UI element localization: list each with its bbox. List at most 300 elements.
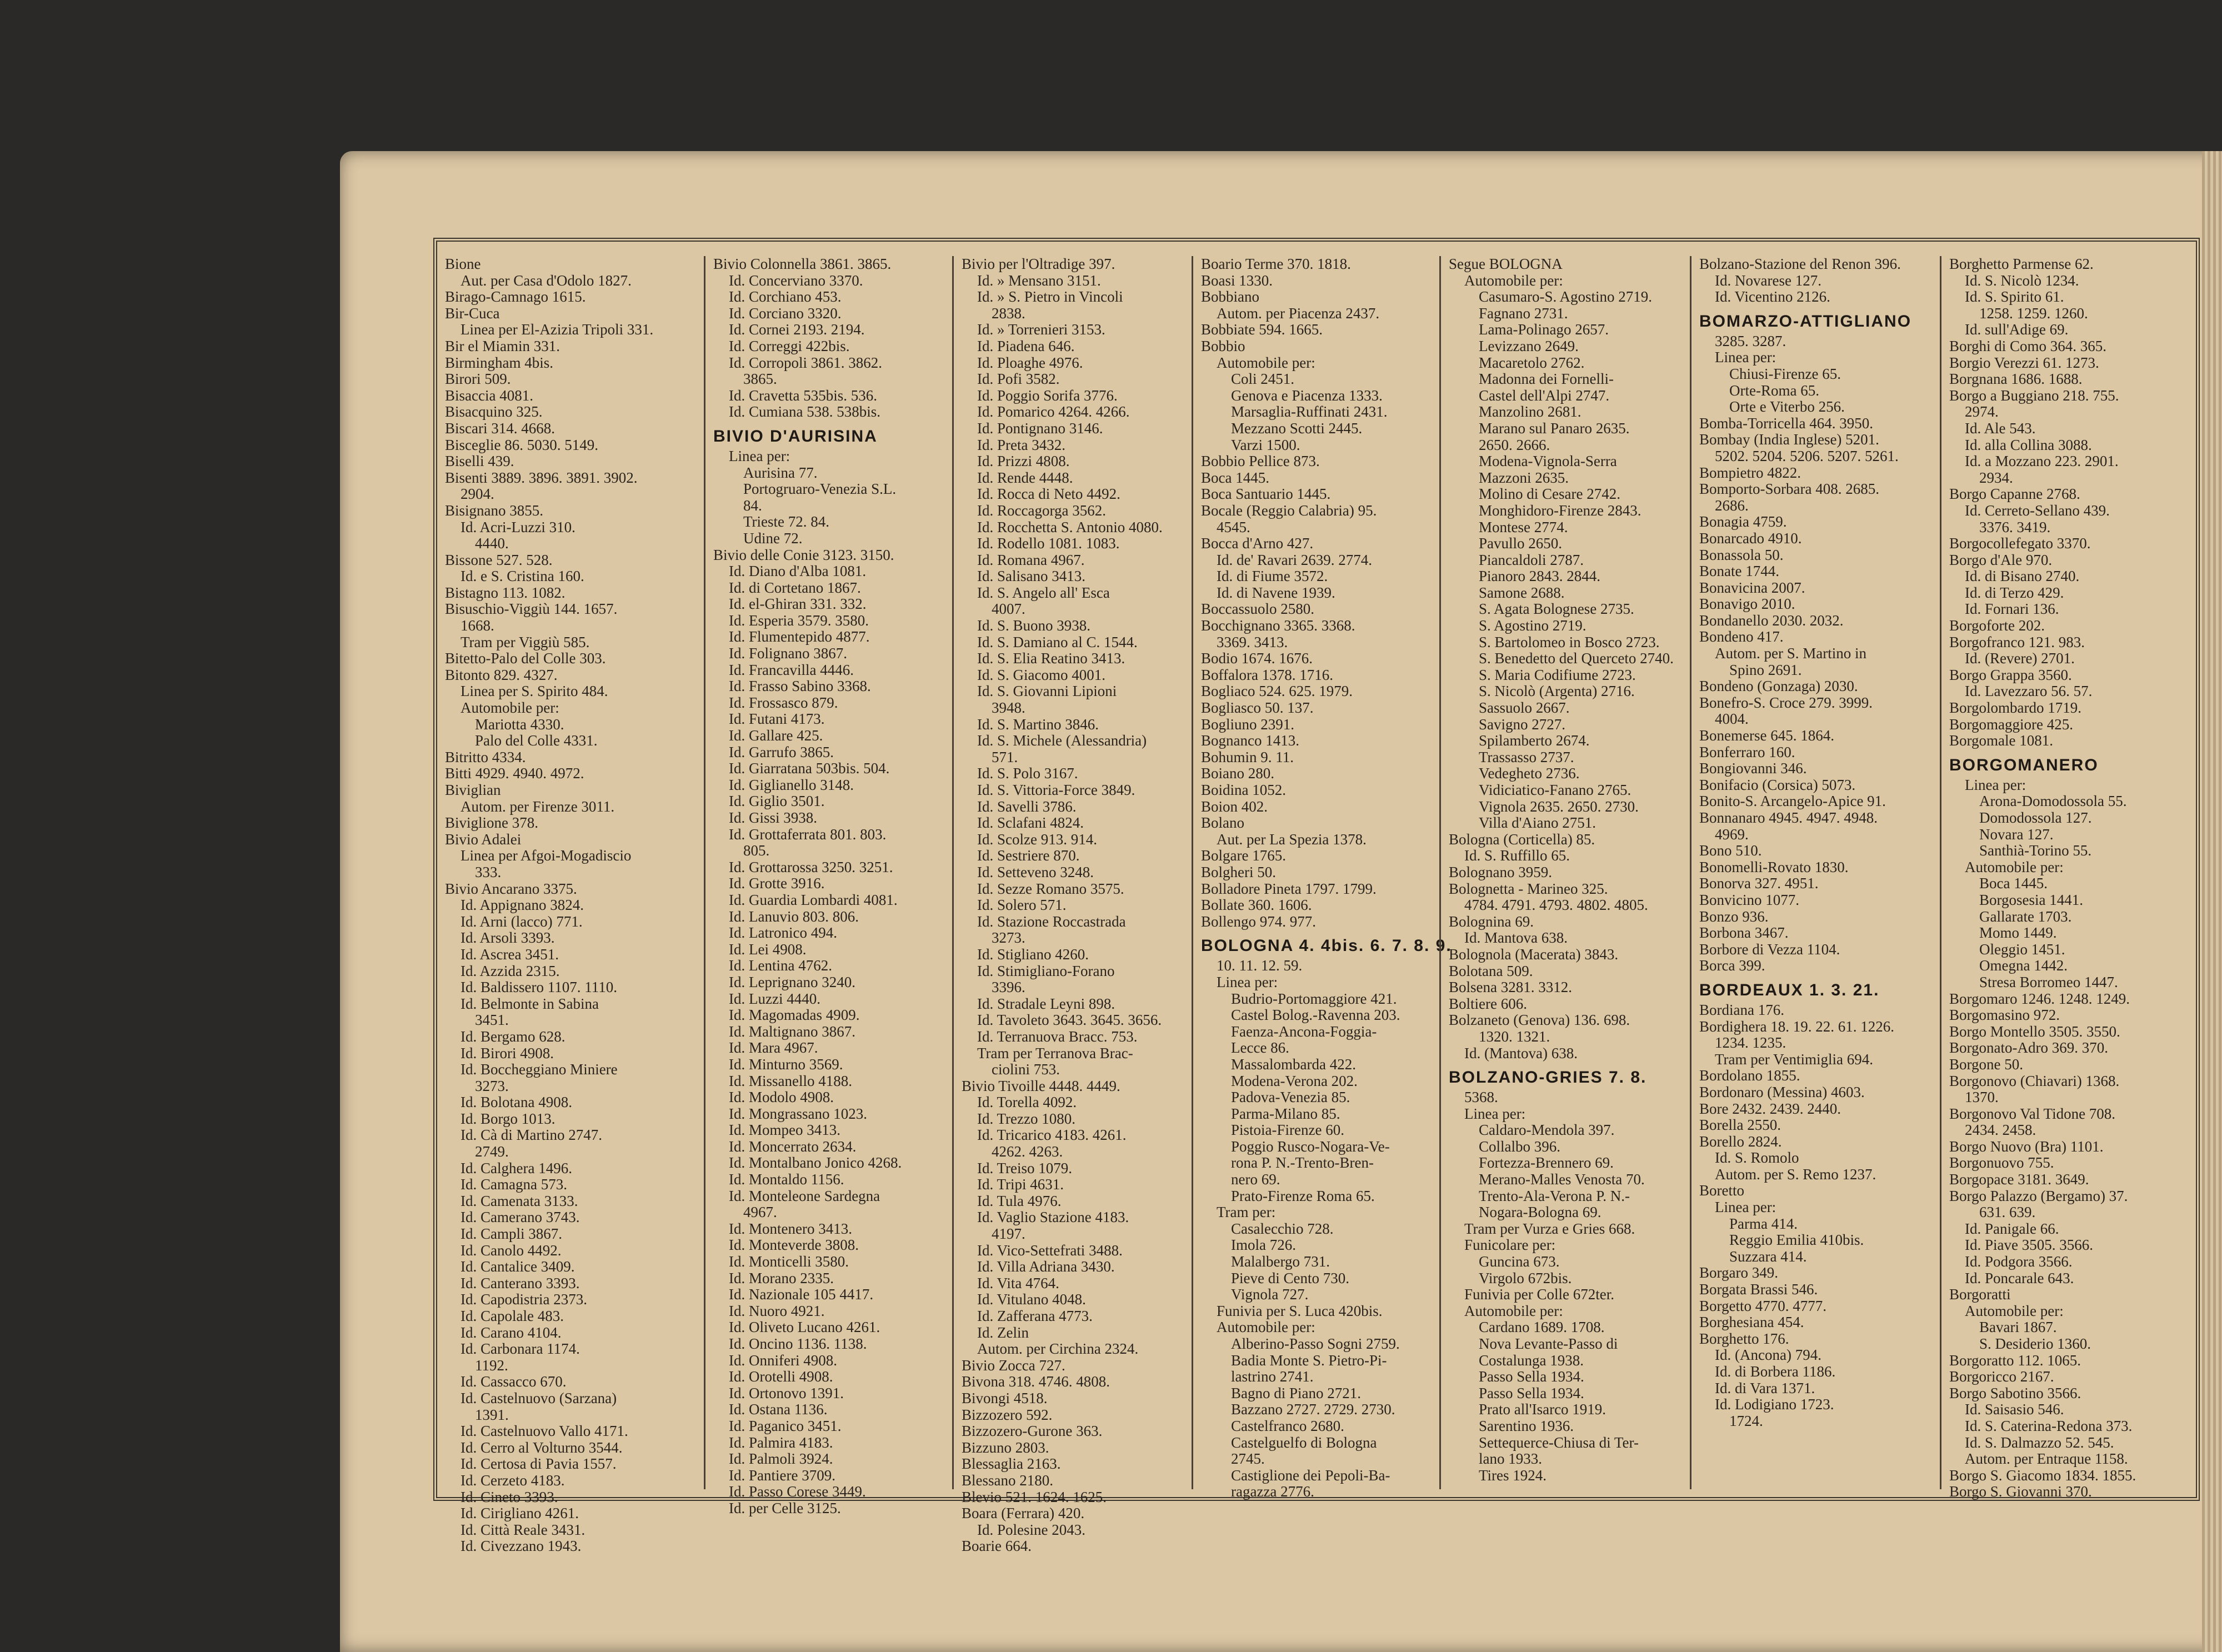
index-entry: Domodossola 127. <box>1979 809 2092 826</box>
index-entry: Biscari 314. 4668. <box>445 419 555 437</box>
index-entry: Borbona 3467. <box>1699 924 1789 942</box>
index-entry: Bolognola (Macerata) 3843. <box>1449 945 1619 963</box>
index-entry: Borgio Verezzi 61. 1273. <box>1949 354 2099 371</box>
index-entry: 3285. 3287. <box>1715 332 1786 349</box>
index-entry: S. Agata Bolognese 2735. <box>1479 600 1634 618</box>
index-entry: 2904. <box>461 485 494 503</box>
index-entry: Borgo S. Giacomo 1834. 1855. <box>1949 1466 2136 1484</box>
index-entry: Id. Cassacco 670. <box>461 1373 567 1390</box>
index-entry: Palo del Colle 4331. <box>475 732 598 749</box>
index-entry: nero 69. <box>1231 1171 1280 1188</box>
index-entry: Boretto <box>1699 1182 1744 1199</box>
index-entry: Borgone 50. <box>1949 1055 2023 1073</box>
index-entry: Aut. per Casa d'Odolo 1827. <box>461 272 632 289</box>
index-entry: Santhià-Torino 55. <box>1979 842 2092 859</box>
index-entry: Id. Montaldo 1156. <box>729 1171 844 1188</box>
index-entry: Borghi di Como 364. 365. <box>1949 337 2107 354</box>
index-entry: Id. Tavoleto 3643. 3645. 3656. <box>977 1012 1162 1029</box>
index-entry: Id. Panigale 66. <box>1965 1220 2059 1237</box>
index-entry: Blessano 2180. <box>962 1471 1053 1489</box>
index-entry: Bistagno 113. 1082. <box>445 584 565 601</box>
index-entry: Id. Castelnuovo (Sarzana) <box>461 1389 617 1406</box>
index-entry: Id. Montalbano Jonico 4268. <box>729 1154 902 1172</box>
index-entry: Castelguelfo di Bologna <box>1231 1434 1377 1451</box>
index-entry: Bonito-S. Arcangelo-Apice 91. <box>1699 793 1886 810</box>
index-entry: Linea per Afgoi-Mogadiscio <box>461 847 632 864</box>
index-entry: Id. Campli 3867. <box>461 1225 562 1243</box>
index-entry: Bisceglie 86. 5030. 5149. <box>445 436 598 453</box>
index-entry: Borgomale 1081. <box>1949 732 2053 749</box>
index-entry: Pieve di Cento 730. <box>1231 1269 1349 1286</box>
index-entry: Samone 2688. <box>1479 584 1565 601</box>
index-entry: Id. Futani 4173. <box>729 710 825 728</box>
index-entry: Boca 1445. <box>1201 469 1269 486</box>
index-entry: Id. Sclafani 4824. <box>977 814 1084 832</box>
index-entry: Id. Arni (lacco) 771. <box>461 913 583 930</box>
index-entry: Id. el-Ghiran 331. 332. <box>729 595 867 613</box>
index-entry: Passo Sella 1934. <box>1479 1368 1584 1385</box>
index-entry: 4007. <box>992 600 1025 618</box>
index-entry: Nogara-Bologna 69. <box>1479 1204 1602 1221</box>
index-entry: 3273. <box>992 929 1025 947</box>
index-entry: Arona-Domodossola 55. <box>1979 793 2127 810</box>
index-entry: Borgaro 349. <box>1699 1264 1778 1281</box>
index-entry: Manzolino 2681. <box>1479 403 1582 420</box>
index-entry: Id. Monticelli 3580. <box>729 1253 849 1270</box>
index-entry: Borgetto 4770. 4777. <box>1699 1297 1826 1314</box>
index-entry: Macaretolo 2762. <box>1479 354 1585 371</box>
index-entry: Boasi 1330. <box>1201 272 1273 289</box>
index-entry: Automobile per: <box>1464 272 1563 289</box>
index-entry: Boidina 1052. <box>1201 782 1286 798</box>
index-entry: 1370. <box>1965 1089 1999 1106</box>
index-entry: lastrino 2741. <box>1231 1368 1314 1385</box>
index-entry: Id. Boccheggiano Miniere <box>461 1061 618 1078</box>
index-entry: Linea per: <box>1965 776 2026 793</box>
index-entry: Id. (Revere) 2701. <box>1965 650 2075 667</box>
index-entry: Borghetto 176. <box>1699 1330 1789 1347</box>
index-entry: Bolognano 3959. <box>1449 863 1552 880</box>
index-entry: Id. S. Ruffillo 65. <box>1464 847 1570 864</box>
index-entry: Funicolare per: <box>1464 1237 1556 1254</box>
index-entry: Tram per Terranova Brac- <box>977 1044 1133 1062</box>
index-entry: Stresa Borromeo 1447. <box>1979 973 2118 990</box>
index-entry: Fagnano 2731. <box>1479 304 1568 322</box>
section-heading: BOMARZO-ATTIGLIANO <box>1699 312 1912 331</box>
index-entry: Id. Mara 4967. <box>729 1039 818 1057</box>
index-entry: Villa d'Aiano 2751. <box>1479 814 1596 832</box>
index-entry: Bolsena 3281. 3312. <box>1449 979 1572 996</box>
index-entry: 2650. 2666. <box>1479 436 1550 453</box>
index-entry: Id. Frasso Sabino 3368. <box>729 678 871 695</box>
index-entry: S. Benedetto del Querceto 2740. <box>1479 650 1674 667</box>
index-entry: Id. Ploaghe 4976. <box>977 354 1083 371</box>
index-entry: Linea per: <box>1715 1199 1776 1216</box>
index-entry: 4197. <box>992 1225 1025 1243</box>
index-entry: Omegna 1442. <box>1979 957 2068 974</box>
index-entry: Bisaccia 4081. <box>445 387 533 404</box>
index-entry: Id. Cumiana 538. 538bis. <box>729 403 880 420</box>
index-entry: Id. Grottaferrata 801. 803. <box>729 825 887 843</box>
index-entry: Monghidoro-Firenze 2843. <box>1479 502 1642 519</box>
index-entry: Tram per Viggiù 585. <box>461 633 590 650</box>
index-entry: Borgopace 3181. 3649. <box>1949 1171 2089 1188</box>
index-entry: Castiglione dei Pepoli-Ba- <box>1231 1466 1390 1484</box>
index-entry: Varzi 1500. <box>1231 436 1300 453</box>
index-entry: Bolzaneto (Genova) 136. 698. <box>1449 1012 1630 1029</box>
index-entry: Id. Palmira 4183. <box>729 1434 833 1451</box>
index-entry: Bivio Ancarano 3375. <box>445 880 577 897</box>
index-entry: Borgo Nuovo (Bra) 1101. <box>1949 1138 2104 1155</box>
index-entry: Castelfranco 2680. <box>1231 1417 1344 1434</box>
index-entry: 2974. <box>1965 403 1999 420</box>
index-entry: Blessaglia 2163. <box>962 1455 1061 1473</box>
index-entry: Id. di Bisano 2740. <box>1965 568 2080 585</box>
index-entry: Borgo Sabotino 3566. <box>1949 1384 2081 1401</box>
index-entry: Vidiciatico-Fanano 2765. <box>1479 782 1632 798</box>
index-entry: Prato-Firenze Roma 65. <box>1231 1187 1375 1204</box>
index-entry: Bologna (Corticella) 85. <box>1449 830 1595 848</box>
index-entry: Borgoratti <box>1949 1286 2011 1303</box>
index-entry: Bonefro-S. Croce 279. 3999. <box>1699 694 1873 711</box>
index-entry: Bogliasco 50. 137. <box>1201 699 1314 717</box>
index-entry: Id. S. Martino 3846. <box>977 715 1099 733</box>
index-entry: Id. Pantiere 3709. <box>729 1466 835 1484</box>
index-entry: Bagno di Piano 2721. <box>1231 1384 1361 1401</box>
index-entry: Bizzozero-Gurone 363. <box>962 1423 1103 1440</box>
index-entry: Molino di Cesare 2742. <box>1479 485 1620 503</box>
index-entry: Id. Villa Adriana 3430. <box>977 1258 1115 1275</box>
index-entry: Bonifacio (Corsica) 5073. <box>1699 776 1856 793</box>
index-entry: Id. Esperia 3579. 3580. <box>729 612 869 629</box>
index-entry: Id. Lavezzaro 56. 57. <box>1965 683 2093 700</box>
index-entry: Id. Stigliano 4260. <box>977 945 1089 963</box>
index-entry: Borgonato-Adro 369. 370. <box>1949 1039 2108 1057</box>
index-entry: Id. Calghera 1496. <box>461 1159 572 1177</box>
index-entry: Id. Camerano 3743. <box>461 1209 580 1226</box>
index-entry: Id. S. Spirito 61. <box>1965 288 2064 306</box>
index-entry: Bitti 4929. 4940. 4972. <box>445 765 584 782</box>
index-entry: Bizzuno 2803. <box>962 1439 1049 1456</box>
index-entry: Oleggio 1451. <box>1979 940 2065 958</box>
index-entry: Id. S. Angelo all' Esca <box>977 584 1110 601</box>
index-entry: Id. Camenata 3133. <box>461 1192 578 1209</box>
index-entry: Borca 399. <box>1699 957 1765 974</box>
index-entry: Id. di Terzo 429. <box>1965 584 2064 601</box>
index-entry: Vedegheto 2736. <box>1479 765 1580 782</box>
index-entry: Id. S. Buono 3938. <box>977 617 1091 634</box>
index-entry: Bolzano-Stazione del Renon 396. <box>1699 256 1901 272</box>
index-entry: Boca Santuario 1445. <box>1201 485 1331 503</box>
index-entry: Boion 402. <box>1201 798 1268 815</box>
index-entry: Id. Novarese 127. <box>1715 272 1821 289</box>
index-entry: Bisenti 3889. 3896. 3891. 3902. <box>445 469 638 486</box>
index-entry: Boarie 664. <box>962 1538 1032 1555</box>
index-entry: Id. Vico-Settefrati 3488. <box>977 1241 1123 1259</box>
index-entry: Prato all'Isarco 1919. <box>1479 1401 1607 1418</box>
index-entry: Pistoia-Firenze 60. <box>1231 1122 1344 1139</box>
index-column-1 <box>437 256 704 1555</box>
index-entry: 3948. <box>992 699 1025 717</box>
index-entry: 1724. <box>1729 1412 1763 1429</box>
index-entry: Id. Terranuova Bracc. 753. <box>977 1028 1138 1045</box>
section-heading: BIVIO D'AURISINA <box>713 427 878 445</box>
index-entry: Id. Pontignano 3146. <box>977 419 1103 437</box>
index-entry: Bompietro 4822. <box>1699 464 1801 481</box>
index-entry: Modena-Verona 202. <box>1231 1072 1358 1089</box>
index-entry: Cardano 1689. 1708. <box>1479 1319 1605 1336</box>
index-entry: Boca 1445. <box>1979 875 2048 892</box>
index-entry: Id. Saisasio 546. <box>1965 1401 2064 1418</box>
index-entry: Chiusi-Firenze 65. <box>1729 365 1841 382</box>
index-entry: Id. Corchiano 453. <box>729 288 842 306</box>
index-entry: Id. Morano 2335. <box>729 1269 834 1286</box>
index-entry: Massalombarda 422. <box>1231 1055 1356 1073</box>
index-entry: Id. Cerreto-Sellano 439. <box>1965 502 2110 519</box>
index-entry: Mazzoni 2635. <box>1479 469 1569 486</box>
index-entry: Bocale (Reggio Calabria) 95. <box>1201 502 1377 519</box>
index-entry: 1234. 1235. <box>1715 1034 1786 1052</box>
index-entry: Bir-Cuca <box>445 304 500 322</box>
index-entry: Bonagia 4759. <box>1699 513 1787 530</box>
index-entry: Sassuolo 2667. <box>1479 699 1570 717</box>
index-entry: 2745. <box>1231 1450 1265 1468</box>
index-entry: Mezzano Scotti 2445. <box>1231 419 1363 437</box>
index-entry: Savigno 2727. <box>1479 715 1566 733</box>
index-entry: Automobile per: <box>1464 1302 1563 1319</box>
index-entry: Bivio Adalei <box>445 830 522 848</box>
index-entry: Borgo d'Ale 970. <box>1949 551 2053 568</box>
index-entry: Linea per: <box>729 447 790 464</box>
index-entry: Aut. per La Spezia 1378. <box>1217 830 1367 848</box>
index-entry: Id. Azzida 2315. <box>461 962 560 979</box>
index-entry: Virgolo 672bis. <box>1479 1269 1572 1286</box>
index-entry: Tram per: <box>1217 1204 1276 1221</box>
index-entry: Casalecchio 728. <box>1231 1220 1334 1237</box>
index-entry: Linea per: <box>1715 349 1776 366</box>
index-entry: Id. Mongrassano 1023. <box>729 1105 867 1122</box>
index-entry: Id. Cerro al Volturno 3544. <box>461 1439 623 1456</box>
index-entry: Boara (Ferrara) 420. <box>962 1505 1085 1522</box>
index-entry: Parma 414. <box>1729 1215 1798 1232</box>
index-entry: Fortezza-Brennero 69. <box>1479 1154 1614 1172</box>
index-entry: Automobile per: <box>461 699 559 717</box>
index-entry: Castel dell'Alpi 2747. <box>1479 387 1610 404</box>
index-entry: Bore 2432. 2439. 2440. <box>1699 1100 1841 1117</box>
index-entry: Id. Tripi 4631. <box>977 1176 1064 1193</box>
index-entry: Merano-Malles Venosta 70. <box>1479 1171 1645 1188</box>
index-entry: Bonarcado 4910. <box>1699 529 1802 547</box>
index-entry: Id. Poncarale 643. <box>1965 1269 2074 1286</box>
index-entry: 631. 639. <box>1979 1204 2036 1221</box>
index-entry: Id. S. Romolo <box>1715 1149 1799 1167</box>
index-entry: 4969. <box>1715 825 1749 843</box>
index-entry: Bobbiano <box>1201 288 1259 306</box>
index-entry: Piancaldoli 2787. <box>1479 551 1584 568</box>
index-entry: 3451. <box>475 1012 509 1029</box>
index-entry: 3273. <box>475 1077 509 1094</box>
index-entry: Id. Guardia Lombardi 4081. <box>729 891 898 908</box>
index-entry: Linea per: <box>1464 1105 1526 1122</box>
index-entry: Blevio 521. 1624. 1625. <box>962 1488 1107 1505</box>
timetable-index-page <box>340 151 2222 1652</box>
index-entry: Bondanello 2030. 2032. <box>1699 612 1844 629</box>
index-entry: Bolano <box>1201 814 1244 832</box>
index-entry: Levizzano 2649. <box>1479 337 1579 354</box>
index-column-4 <box>1192 256 1452 1500</box>
index-entry: 4545. <box>1217 518 1250 535</box>
index-entry: Bonemerse 645. 1864. <box>1699 727 1834 744</box>
index-entry: Parma-Milano 85. <box>1231 1105 1340 1122</box>
index-entry: Id. Lanuvio 803. 806. <box>729 908 859 925</box>
index-entry: Pianoro 2843. 2844. <box>1479 568 1600 585</box>
index-entry: Borgonovo Val Tidone 708. <box>1949 1105 2116 1122</box>
index-entry: Birmingham 4bis. <box>445 354 553 371</box>
index-entry: Id. Frossasco 879. <box>729 694 838 711</box>
index-entry: Settequerce-Chiusa di Ter- <box>1479 1434 1639 1451</box>
index-entry: 2934. <box>1979 469 2013 486</box>
index-column-3 <box>952 256 1192 1555</box>
index-entry: Trento-Ala-Verona P. N.- <box>1479 1187 1630 1204</box>
index-entry: Tires 1924. <box>1479 1466 1547 1484</box>
index-entry: Id. Castelnuovo Vallo 4171. <box>461 1423 628 1440</box>
index-entry: Coli 2451. <box>1231 371 1295 388</box>
index-entry: Castel Bolog.-Ravenna 203. <box>1231 1007 1400 1024</box>
index-entry: Madonna dei Fornelli- <box>1479 371 1614 388</box>
index-entry: Id. Passo Corese 3449. <box>729 1483 866 1500</box>
index-entry: 2838. <box>992 304 1025 322</box>
index-entry: Id. Capodistria 2373. <box>461 1291 587 1308</box>
index-entry: Id. S. Dalmazzo 52. 545. <box>1965 1434 2114 1451</box>
index-entry: Id. di Navene 1939. <box>1217 584 1335 601</box>
index-entry: Borgoforte 202. <box>1949 617 2045 634</box>
index-entry: Borgo Montello 3505. 3550. <box>1949 1023 2120 1040</box>
index-entry: Bordonaro (Messina) 4603. <box>1699 1083 1865 1100</box>
index-entry: Portogruaro-Venezia S.L. <box>743 480 897 498</box>
index-entry: Id. di Borbera 1186. <box>1715 1363 1836 1380</box>
index-entry: Birori 509. <box>445 371 511 388</box>
index-entry: ciolini 753. <box>992 1061 1060 1078</box>
index-entry: Id. » Mensano 3151. <box>977 272 1101 289</box>
index-entry: Id. Lentina 4762. <box>729 957 832 974</box>
index-entry: Bivio delle Conie 3123. 3150. <box>713 546 894 563</box>
index-entry: Bondeno (Gonzaga) 2030. <box>1699 678 1858 695</box>
index-entry: Bonorva 327. 4951. <box>1699 875 1819 892</box>
index-entry: Autom. per S. Remo 1237. <box>1715 1165 1876 1183</box>
index-entry: Id. Pomarico 4264. 4266. <box>977 403 1130 420</box>
index-entry: Bizzozero 592. <box>962 1406 1053 1423</box>
index-entry: Bordiana 176. <box>1699 1001 1784 1018</box>
index-entry: Autom. per Firenze 3011. <box>461 798 615 815</box>
index-entry: Funivia per Colle 672ter. <box>1464 1286 1614 1303</box>
index-entry: Id. Cravetta 535bis. 536. <box>729 387 877 404</box>
index-entry: Id. Belmonte in Sabina <box>461 995 599 1012</box>
index-entry: Bivio Tivoille 4448. 4449. <box>962 1077 1120 1094</box>
index-entry: Bivona 318. 4746. 4808. <box>962 1373 1110 1390</box>
index-entry: Id. Certosa di Pavia 1557. <box>461 1455 617 1473</box>
index-entry: Id. Paganico 3451. <box>729 1417 842 1434</box>
index-entry: Casumaro-S. Agostino 2719. <box>1479 288 1653 306</box>
index-entry: Marsaglia-Ruffinati 2431. <box>1231 403 1388 420</box>
index-entry: Id. Gallare 425. <box>729 727 823 744</box>
index-entry: Id. Mompeo 3413. <box>729 1122 840 1139</box>
index-entry: Boiano 280. <box>1201 765 1274 782</box>
index-entry: Id. de' Ravari 2639. 2774. <box>1217 551 1373 568</box>
index-entry: Id. Nazionale 105 4417. <box>729 1286 874 1303</box>
index-entry: Id. Ascrea 3451. <box>461 945 559 963</box>
index-entry: Id. Latronico 494. <box>729 924 837 942</box>
index-entry: Id. Cornei 2193. 2194. <box>729 321 865 338</box>
index-entry: Trieste 72. 84. <box>743 513 830 530</box>
index-entry: Id. S. Nicolò 1234. <box>1965 272 2079 289</box>
index-entry: Caldaro-Mendola 397. <box>1479 1122 1615 1139</box>
index-entry: Id. Missanello 4188. <box>729 1072 852 1089</box>
index-entry: Id. Onniferi 4908. <box>729 1351 837 1369</box>
index-column-2 <box>704 256 952 1516</box>
index-entry: Vignola 727. <box>1231 1286 1309 1303</box>
index-column-5 <box>1439 256 1690 1489</box>
index-entry: 571. <box>992 748 1018 765</box>
index-entry: ragazza 2776. <box>1231 1483 1314 1500</box>
index-entry: Id. di Cortetano 1867. <box>729 579 861 596</box>
index-entry: Autom. per Circhina 2324. <box>977 1340 1139 1358</box>
index-entry: 1320. 1321. <box>1479 1028 1550 1045</box>
index-entry: Bolgheri 50. <box>1201 863 1276 880</box>
index-entry: Id. Garrufo 3865. <box>729 743 834 760</box>
index-entry: Bonavigo 2010. <box>1699 595 1795 613</box>
index-entry: Bivio Zocca 727. <box>962 1356 1065 1374</box>
index-entry: Linea per S. Spirito 484. <box>461 683 608 700</box>
index-entry: Funivia per S. Luca 420bis. <box>1217 1302 1383 1319</box>
index-entry: 805. <box>743 842 770 859</box>
index-entry: Id. Tula 4976. <box>977 1192 1062 1209</box>
index-entry: Id. Prizzi 4808. <box>977 453 1070 470</box>
index-entry: Borgoratto 112. 1065. <box>1949 1351 2081 1369</box>
index-entry: Automobile per: <box>1965 858 2064 875</box>
index-entry: Id. S. Damiano al C. 1544. <box>977 633 1138 650</box>
index-entry: Montese 2774. <box>1479 518 1568 535</box>
index-entry: Id. Bergamo 628. <box>461 1028 565 1045</box>
index-entry: 1258. 1259. 1260. <box>1979 304 2088 322</box>
index-entry: Id. Zelin <box>977 1324 1029 1341</box>
index-entry: Id. Cirigliano 4261. <box>461 1505 579 1522</box>
index-entry: Id. Acri-Luzzi 310. <box>461 518 575 535</box>
index-entry: Id. Sestriere 870. <box>977 847 1080 864</box>
index-entry: Id. Canterano 3393. <box>461 1274 580 1291</box>
index-entry: Id. di Fiume 3572. <box>1217 568 1328 585</box>
index-entry: Bisignano 3855. <box>445 502 544 519</box>
index-entry: Bollate 360. 1606. <box>1201 897 1312 914</box>
index-entry: Id. Tricarico 4183. 4261. <box>977 1127 1127 1144</box>
index-entry: Bonate 1744. <box>1699 563 1779 580</box>
index-entry: Biselli 439. <box>445 453 514 470</box>
index-entry: Id. (Mantova) 638. <box>1464 1044 1578 1062</box>
index-entry: Id. Poggio Sorifa 3776. <box>977 387 1118 404</box>
index-entry: Id. Arsoli 3393. <box>461 929 555 947</box>
index-entry: Id. Oncino 1136. 1138. <box>729 1335 867 1352</box>
index-entry: Borella 2550. <box>1699 1117 1781 1134</box>
index-entry: Autom. per Piacenza 2437. <box>1217 304 1380 322</box>
index-entry: Pavullo 2650. <box>1479 535 1563 552</box>
index-entry: Id. Cà di Martino 2747. <box>461 1127 602 1144</box>
index-entry: Id. S. Michele (Alessandria) <box>977 732 1147 749</box>
index-entry: Borghesiana 454. <box>1699 1314 1804 1331</box>
index-entry: Borgo S. Giovanni 370. <box>1949 1483 2092 1500</box>
index-entry: Id. Maltignano 3867. <box>729 1023 855 1040</box>
index-entry: Id. Treiso 1079. <box>977 1159 1073 1177</box>
index-entry: Id. Concerviano 3370. <box>729 272 863 289</box>
index-entry: Faenza-Ancona-Foggia- <box>1231 1023 1377 1040</box>
